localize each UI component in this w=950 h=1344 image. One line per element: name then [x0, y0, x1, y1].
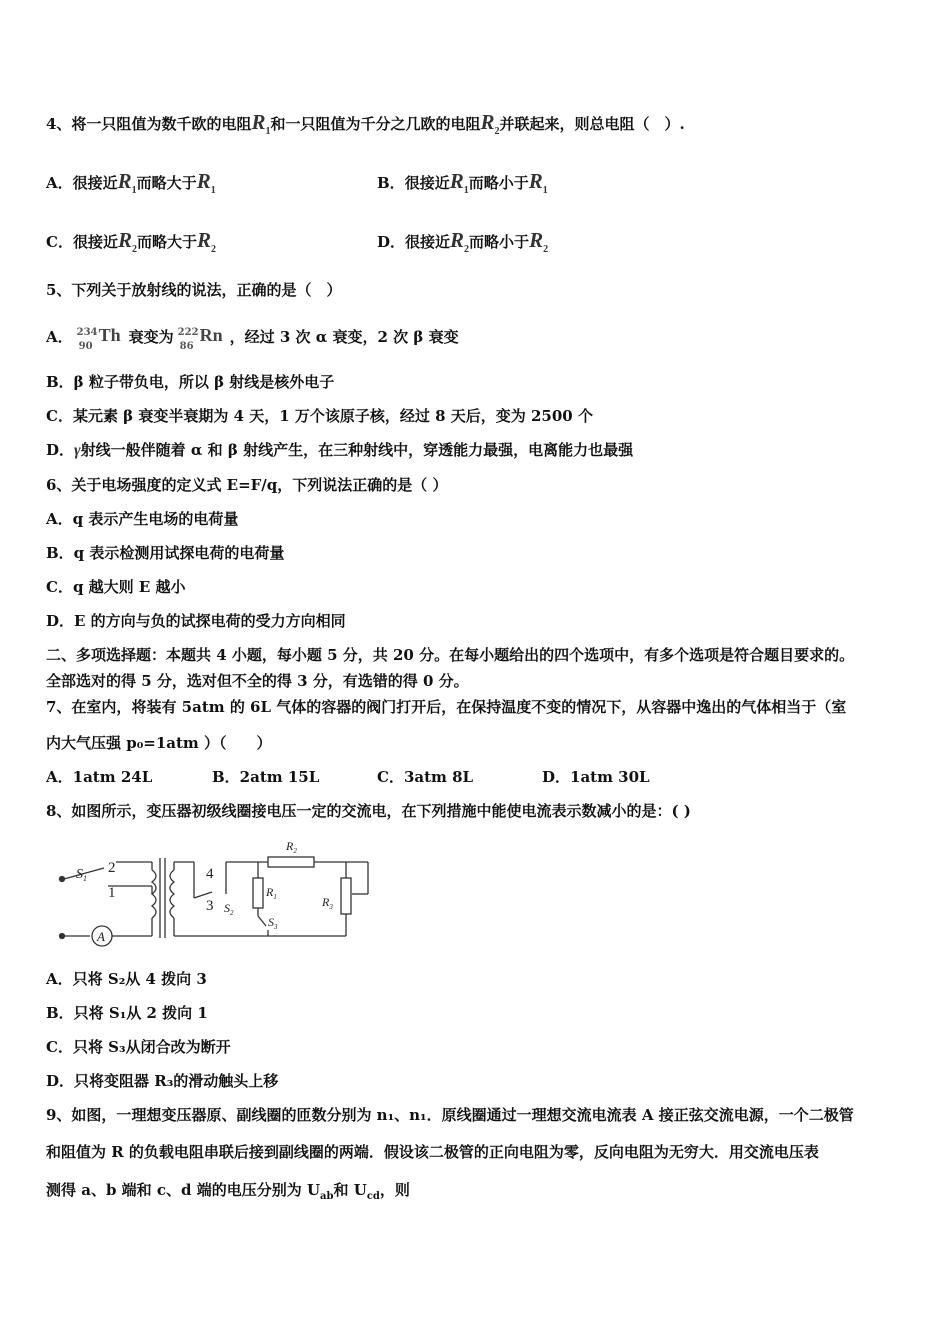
q6-option-d[interactable]: D．E 的方向与负的试探电荷的受力方向相同: [46, 612, 346, 630]
tap-2-label: 2: [108, 860, 116, 876]
q8-option-a[interactable]: A．只将 S₂从 4 拨向 3: [46, 970, 207, 988]
source-terminal: [60, 934, 65, 939]
thorium-nuclide: 234 90 Th: [76, 325, 121, 352]
q7-option-c[interactable]: C．3atm 8L: [377, 768, 474, 786]
q7-option-d[interactable]: D．1atm 30L: [542, 768, 650, 786]
q5-option-c[interactable]: C．某元素 β 衰变半衰期为 4 天，1 万个该原子核，经过 8 天后，变为 2500 个: [46, 407, 593, 425]
r2-symbol: $R_2$: [480, 110, 500, 138]
q6-option-b[interactable]: B．q 表示检测用试探电荷的电荷量: [46, 544, 285, 562]
q6-stem: 6、关于电场强度的定义式 E=F/q，下列说法正确的是（ ）: [46, 476, 448, 494]
r1-label: $R_1$: [266, 885, 277, 901]
q6-option-c[interactable]: C．q 越大则 E 越小: [46, 578, 186, 596]
q4-stem: 4、将一只阻值为数千欧的电阻$R_1$和一只阻值为千分之几欧的电阻$R_2$并联起来，则总电阻（ ）.: [46, 110, 685, 138]
q8-option-c[interactable]: C．只将 S₃从闭合改为断开: [46, 1038, 231, 1056]
tap-4-label: 4: [206, 866, 214, 882]
s3-label: $S_3$: [268, 915, 278, 931]
q8-option-b[interactable]: B．只将 S₁从 2 拨向 1: [46, 1004, 208, 1022]
r1-symbol: $R_1$: [251, 110, 271, 138]
q9-stem-line3: 测得 a、b 端和 c、d 端的电压分别为 $U_{ab}$和 $U_{cd}$，则: [46, 1181, 410, 1202]
q8-option-d[interactable]: D．只将变阻器 R₃的滑动触头上移: [46, 1072, 279, 1090]
gamma-symbol: γ: [74, 442, 81, 459]
r2-label: $R_2$: [286, 839, 297, 855]
q7-stem-line2: 内大气压强 p₀=1atm ）（ ）: [46, 734, 272, 752]
transformer-circuit-diagram: [46, 826, 386, 948]
section2-intro-line2: 全部选对的得 5 分，选对但不全的得 3 分，有选错的得 0 分。: [46, 672, 469, 690]
s1-terminal: [60, 877, 65, 882]
q5-stem: 5、下列关于放射线的说法，正确的是（ ）: [46, 281, 342, 299]
s2-label: $S_2$: [224, 901, 234, 917]
q7-option-b[interactable]: B．2atm 15L: [212, 768, 320, 786]
s1-label: $S_1$: [76, 867, 87, 883]
section2-intro-line1: 二、多项选择题：本题共 4 小题，每小题 5 分，共 20 分。在每小题给出的四个选项中，有多个选项是符合题目要求的。: [46, 646, 855, 664]
q5-option-b[interactable]: B．β 粒子带负电，所以 β 射线是核外电子: [46, 373, 335, 391]
radon-nuclide: 222 86 Rn: [177, 325, 223, 352]
q7-stem-line1: 7、在室内，将装有 5atm 的 6L 气体的容器的阀门打开后，在保持温度不变的情况下，从容器中逸出的气体相当于（室: [46, 698, 847, 716]
q4-option-d[interactable]: D．很接近$R_2$而略小于$R_2$: [377, 228, 549, 256]
q4-option-c[interactable]: C．很接近$R_2$而略大于$R_2$: [46, 228, 217, 256]
q5-option-a[interactable]: A． 234 90 Th 衰变为 222 86 Rn ，经过 3 次 α 衰变，2 次 β 衰变: [46, 325, 459, 352]
q9-stem-line1: 9、如图，一理想变压器原、副线圈的匝数分别为 n₁、n₁．原线圈通过一理想交流电流表 A 接正弦交流电源，一个二极管: [46, 1106, 854, 1124]
tap-1-label: 1: [108, 885, 116, 901]
q7-option-a[interactable]: A．1atm 24L: [46, 768, 153, 786]
q5-option-d[interactable]: D．γ射线一般伴随着 α 和 β 射线产生，在三种射线中，穿透能力最强，电离能力也最强: [46, 441, 634, 459]
r3-label: $R_3$: [322, 895, 333, 911]
q4-option-b[interactable]: B．很接近$R_1$而略小于$R_1$: [377, 169, 548, 197]
q9-stem-line2: 和阻值为 R 的负载电阻串联后接到副线圈的两端．假设该二极管的正向电阻为零，反向电阻为无穷大．用交流电压表: [46, 1143, 819, 1161]
ammeter-label: A: [97, 929, 105, 944]
tap-3-label: 3: [206, 898, 214, 914]
q4-option-a[interactable]: A．很接近$R_1$而略大于$R_1$: [46, 169, 216, 197]
q8-stem: 8、如图所示，变压器初级线圈接电压一定的交流电，在下列措施中能使电流表示数减小的是：( ): [46, 802, 691, 820]
q6-option-a[interactable]: A．q 表示产生电场的电荷量: [46, 510, 239, 528]
